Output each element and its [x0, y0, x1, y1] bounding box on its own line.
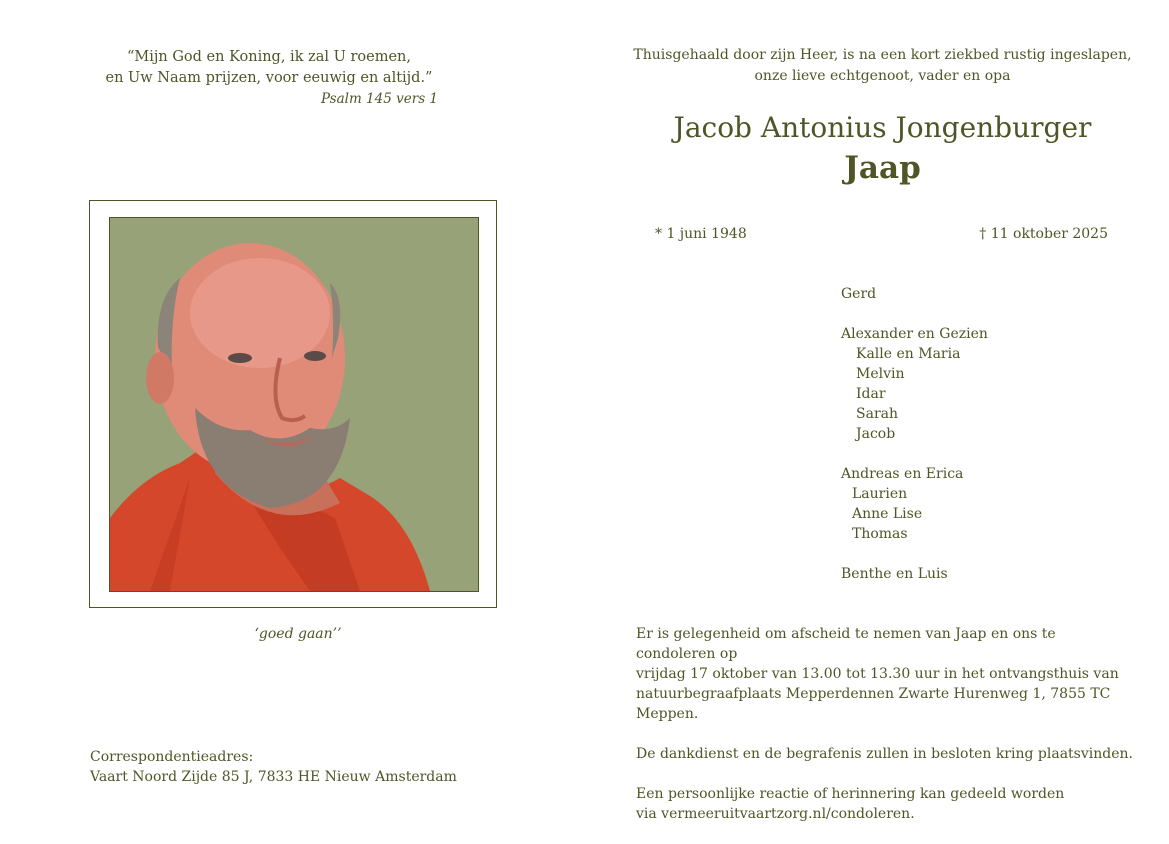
verse-source: Psalm 145 vers 1 [320, 91, 438, 107]
photo-caption: ‘goed gaan’’ [254, 626, 342, 642]
grandchild-name: Melvin [856, 366, 905, 382]
grandchild-name: Idar [856, 386, 886, 402]
announcement-text [620, 45, 1145, 87]
family-group-2 [841, 464, 988, 544]
grandchild-name: Laurien [852, 486, 908, 502]
family-list [841, 284, 988, 584]
grandchild-name: Kalle en Maria [856, 346, 961, 362]
deceased-full-name: Jacob Antonius Jongenburger [673, 111, 1092, 144]
birth-date: * 1 juni 1948 [655, 226, 747, 242]
notice-paragraph-1 [636, 624, 1136, 724]
family-group-3-parents: Benthe en Luis [841, 566, 948, 582]
notice-p1-line-2: vrijdag 17 oktober van 13.00 tot 13.30 uur in het ontvangsthuis van [636, 666, 1119, 682]
portrait-photo [109, 217, 479, 592]
bible-verse [100, 47, 438, 110]
death-date: † 11 oktober 2025 [979, 226, 1108, 242]
portrait-illustration [110, 218, 478, 591]
announcement-line-1: Thuisgehaald door zijn Heer, is na een kort ziekbed rustig ingeslapen, [633, 47, 1132, 63]
notice-p3-line-1: Een persoonlijke reactie of herinnering kan gedeeld worden [636, 786, 1065, 802]
grandchild-name: Anne Lise [852, 506, 923, 522]
verse-line-2: en Uw Naam prijzen, voor eeuwig en altijd.” [105, 70, 433, 86]
deceased-nickname: Jaap [844, 150, 921, 186]
family-group-2-parents: Andreas en Erica [841, 466, 964, 482]
grandchild-name: Sarah [856, 406, 898, 422]
notice-paragraph-3 [636, 784, 1136, 824]
notice-p1-line-1: Er is gelegenheid om afscheid te nemen van Jaap en ons te condoleren op [636, 626, 1056, 662]
ceremony-notice [636, 624, 1136, 844]
notice-paragraph-2: De dankdienst en de begrafenis zullen in besloten kring plaatsvinden. [636, 746, 1133, 762]
spouse-name: Gerd [841, 286, 877, 302]
notice-p3-line-2: via vermeeruitvaartzorg.nl/condoleren. [636, 806, 915, 822]
family-group-1-parents: Alexander en Gezien [841, 326, 988, 342]
grandchild-name: Thomas [852, 526, 908, 542]
announcement-line-2: onze lieve echtgenoot, vader en opa [754, 68, 1011, 84]
correspondence-label: Correspondentieadres: [90, 749, 254, 765]
family-group-1 [841, 324, 988, 444]
correspondence-address [90, 747, 457, 787]
grandchild-name: Jacob [856, 426, 896, 442]
correspondence-street: Vaart Noord Zijde 85 J, 7833 HE Nieuw Amsterdam [90, 769, 457, 785]
verse-line-1: “Mijn God en Koning, ik zal U roemen, [127, 49, 411, 65]
notice-p1-line-3: natuurbegraafplaats Mepperdennen Zwarte Hurenweg 1, 7855 TC Meppen. [636, 686, 1111, 722]
